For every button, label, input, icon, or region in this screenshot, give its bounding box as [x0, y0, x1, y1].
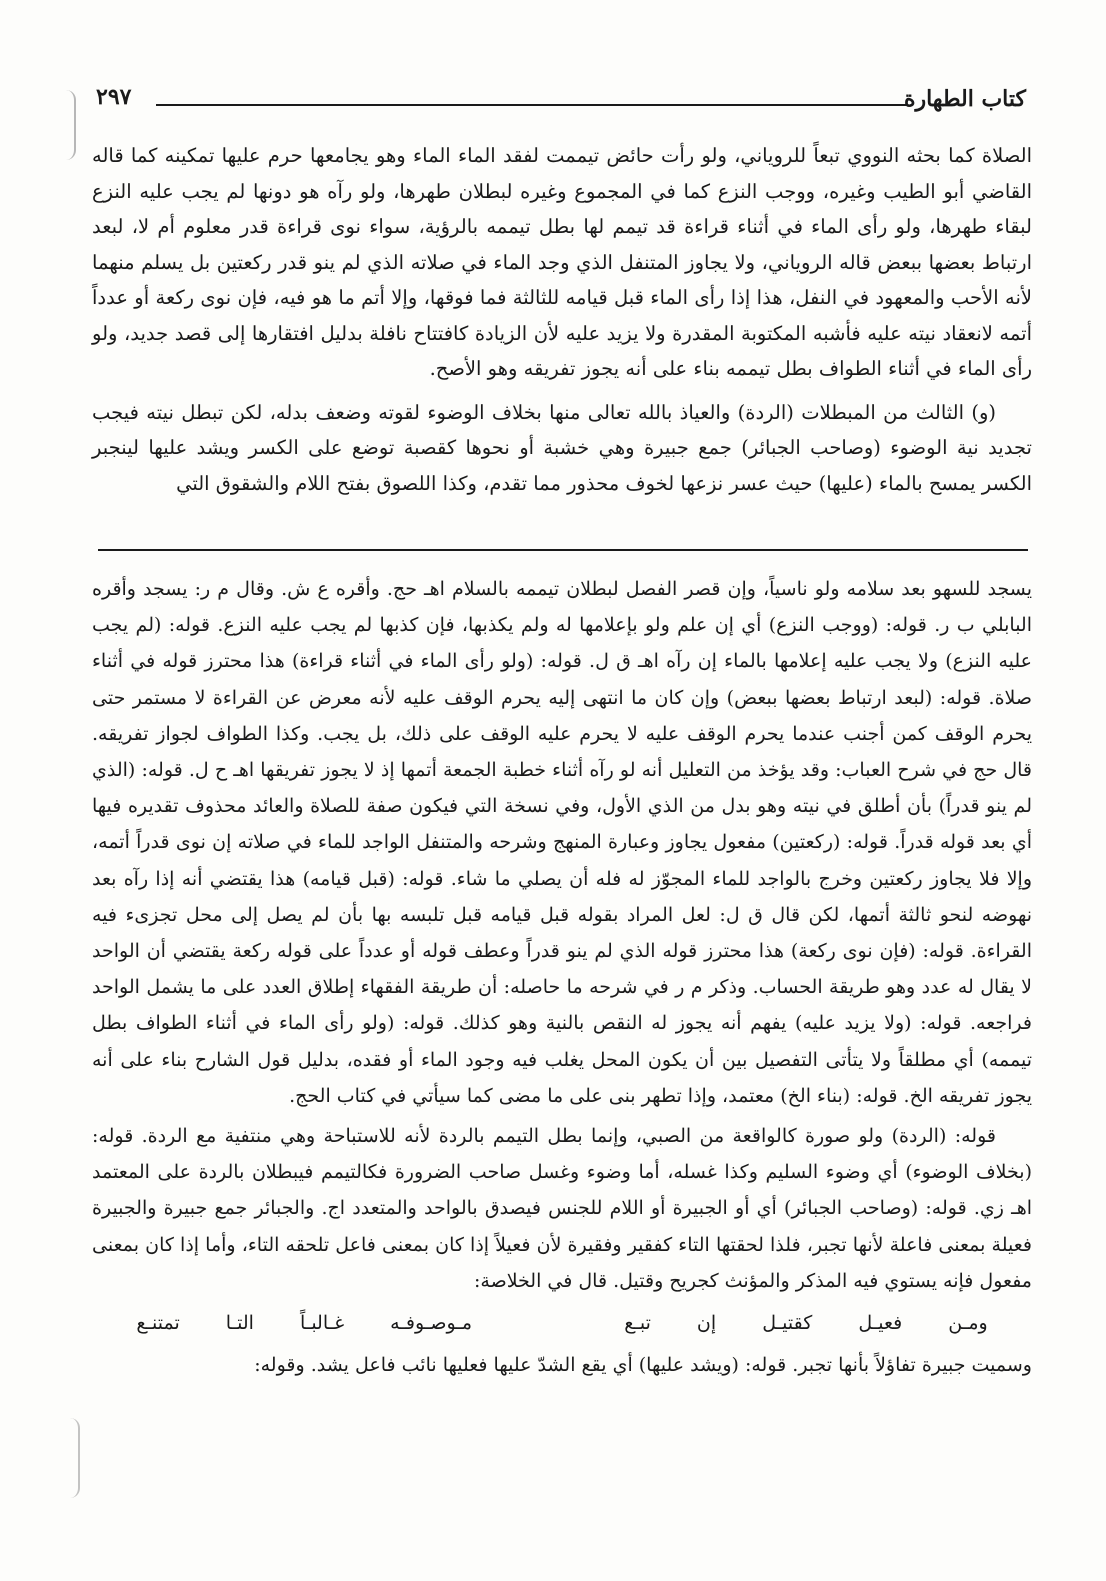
- verse-first-half: ومـن فعيـل كقتيـل إن تبـع: [624, 1312, 988, 1335]
- commentary-paragraph: وسميت جبيرة تفاؤلاً بأنها تجبر. قوله: (ويشد عليها) أي يقع الشدّ عليها فعليها نائب فاعل يشد. وقوله:: [254, 1354, 1032, 1377]
- footnote-separator: [98, 549, 1028, 551]
- main-paragraph: الصلاة كما بحثه النووي تبعاً للروياني، ولو رأت حائض تيممت لفقد الماء الماء وهو يجامعها حرم عليها تمكينه كما قاله القاضي أبو الطيب وغيره، ووجب النزع كما في المجموع وغيره لبطلان طهرها، ولو رآه هو دونها لم يجب عليه النزع لبقاء طهرها، ولو رأى الماء في أثناء قراءة قد تيمم لها بطل تيممه بالرؤية، سواء نوى قراءة قدر معلوم أم لا، لبعد ارتباط بعضها ببعض قاله الروياني، ولا يجاوز المتنفل الذي وجد الماء في صلاته الذي لم ينو قدر ركعتين بل يسلم منهما لأنه الأحب والمعهود في النفل، هذا إذا رأى الماء قبل قيامه للثالثة فما فوقها، وإلا أتم ما هو فيه، فإن نوى ركعة أو عدداً أتمه لانعقاد نيته عليه فأشبه المكتوبة المقدرة ولا يزيد عليه لأن الزيادة كافتتاح نافلة بدليل افتقارها إلى قصد جديد، ولو رأى الماء في أثناء الطواف بطل تيممه بناء على أنه يجوز تفريقه وهو الأصح.: [92, 144, 1032, 380]
- commentary-notes: [92, 571, 1032, 1383]
- poetry-verse: [92, 1305, 1032, 1341]
- margin-ink-mark: [48, 90, 76, 160]
- page-header: [96, 80, 1026, 120]
- running-title: كتاب الطهارة: [903, 86, 1026, 112]
- margin-ink-mark: [52, 1418, 80, 1498]
- main-paragraph: (و) الثالث من المبطلات (الردة) والعياذ بالله تعالى منها بخلاف الوضوء لقوته وضعف بدله، لكن تبطل نيته فيجب تجديد نية الوضوء (وصاحب الجبائر) جمع جبيرة وهي خشبة أو نحوها كقصبة توضع على الكسر ويشد عليها لينجبر الكسر يمسح بالماء (عليها) حيث عسر نزعها لخوف محذور مما تقدم، وكذا اللصوق بفتح اللام والشقوق التي: [92, 400, 1032, 495]
- commentary-paragraph: يسجد للسهو بعد سلامه ولو ناسياً، وإن قصر الفصل لبطلان تيممه بالسلام اهـ حج. وأقره ع ش. وقال م ر: يسجد وأقره البابلي ب ر. قوله: (ووجب النزع) أي إن علم ولو بإعلامها له ولم يكذبها، فإن كذبها لم يجب عليه النزع. قوله: (لم يجب عليه النزع) ولا يجب عليه إعلامها بالماء إن رآه اهـ ق ل. قوله: (ولو رأى الماء في أثناء قراءة) هذا محترز قوله في أثناء صلاة. قوله: (لبعد ارتباط بعضها ببعض) وإن كان ما انتهى إليه يحرم الوقف عليه لأنه معرض عن القراءة لا مستمر حتى يحرم الوقف كمن أجنب عندما يحرم الوقف عليه لا يحرم عليه الوقف على ذلك، بل يجب. وكذا الطواف لجواز تفريقه. قال حج في شرح العباب: وقد يؤخذ من التعليل أنه لو رآه أثناء خطبة الجمعة أتمها إذ لا يجوز تفريقها اهـ ح ل. قوله: (الذي لم ينو قدراً) بأن أطلق في نيته وهو بدل من الذي الأول، وفي نسخة التي فيكون صفة للصلاة والعائد محذوف تقديره فيها أي بعد قوله قدراً. قوله: (ركعتين) مفعول يجاوز وعبارة المنهج وشرحه والمتنفل الواجد للماء في صلاته إن نوى قدراً أتمه، وإلا فلا يجاوز ركعتين وخرج بالواجد للماء المجوّز له فله أن يصلي ما شاء. قوله: (قبل قيامه) هذا يقتضي أنه إذا رآه بعد نهوضه لنحو ثالثة أتمها، لكن قال ق ل: لعل المراد بقوله قبل قيامه قبل تلبسه بها بأن لم يصل إلى محل تجزىء فيه القراءة. قوله: (فإن نوى ركعة) هذا محترز قوله الذي لم ينو قدراً وعطف قوله أو عدداً على قوله ركعة يقتضي أن الواحد لا يقال له عدد وهو طريقة الحساب. وذكر م ر في شرحه ما حاصله: أن طريقة الفقهاء إطلاق العدد على ما يشمل الواحد فراجعه. قوله: (ولا يزيد عليه) يفهم أنه يجوز له النقص بالنية وهو كذلك. قوله: (ولو رأى الماء في أثناء الطواف بطل تيممه) أي مطلقاً ولا يتأتى التفصيل بين أن يكون المحل يغلب فيه وجود الماء أو فقده، بدليل قول الشارح بناء على أنه يجوز تفريقه الخ. قوله: (بناء الخ) معتمد، وإذا تطهر بنى على ما مضى كما سيأتي في كتاب الحج.: [92, 578, 1032, 1107]
- page-number: ٢٩٧: [96, 84, 132, 110]
- header-rule: [156, 104, 908, 106]
- verse-second-half: مـوصـوفـه غـالبـاً التـا تمتنـع: [136, 1312, 473, 1335]
- commentary-paragraph: قوله: (الردة) ولو صورة كالواقعة من الصبي، وإنما بطل التيمم بالردة لأنه للاستباحة وهي منتفية مع الردة. قوله: (بخلاف الوضوء) أي وضوء السليم وكذا غسله، أما وضوء وغسل صاحب الضرورة فكالتيمم فيبطلان بالردة على المعتمد اهـ زي. قوله: (وصاحب الجبائر) أي أو الجبيرة أو اللام للجنس فيصدق بالواحد والمتعدد اج. والجبائر جمع جبيرة والجبيرة فعيلة بمعنى فاعلة لأنها تجبر، فلذا لحقتها التاء كفقير وفقيرة لأن فعيلاً إذا كان بمعنى فاعل تلحقه التاء، وأما إذا كان بمعنى مفعول فإنه يستوي فيه المذكر والمؤنث كجريح وقتيل. قال في الخلاصة:: [92, 1125, 1032, 1292]
- main-text: [92, 138, 1032, 501]
